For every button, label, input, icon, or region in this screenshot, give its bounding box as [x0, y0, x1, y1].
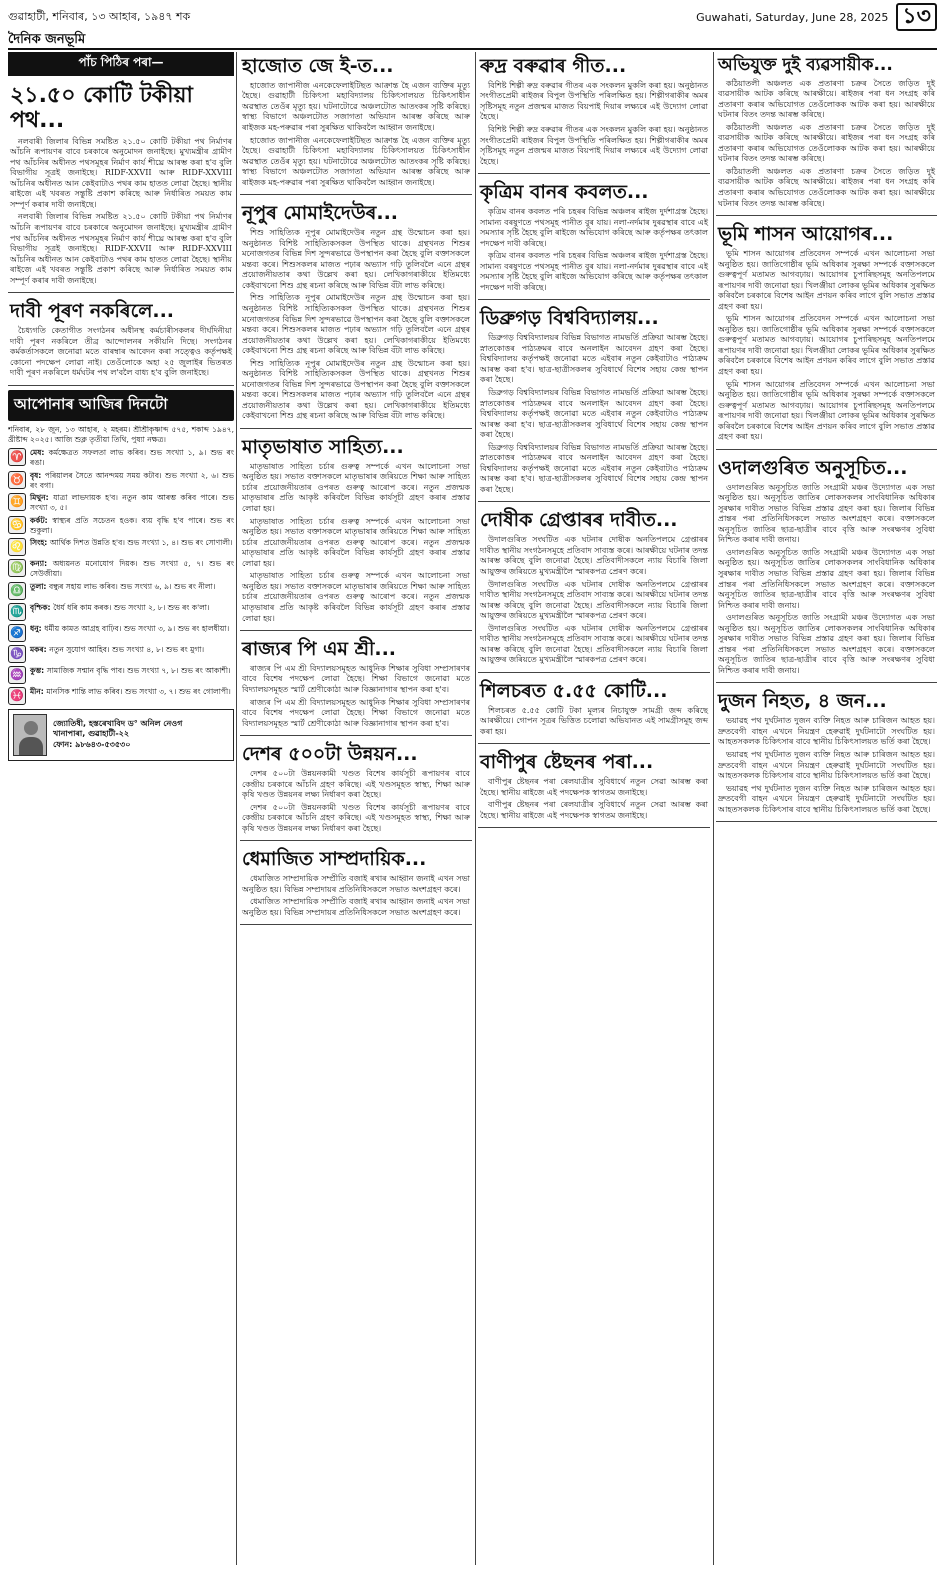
article-artificial-flood	[478, 178, 710, 300]
article-dhemaji-communal	[240, 845, 472, 925]
page-header	[8, 4, 937, 30]
article-headline: মাতৃভাষাত সাহিত্য...	[242, 436, 404, 458]
article-hajo-je	[240, 52, 472, 195]
horoscope-item	[8, 687, 234, 705]
article-headline: নূপুৰ মোমাইদেউৰ...	[242, 202, 399, 225]
article-body: কঠিয়াতলী অঞ্চলত এক প্ৰতাৰণা চক্ৰৰ সৈতে জড়িত দুই ব্যৱসায়ীক আটক কৰিছে আৰক্ষীয়ে। ৰাইজৰ পৰা ধন সংগ্ৰহ কৰি প্ৰতাৰণা কৰাৰ অভিযোগত তেওঁলোকক আটক কৰা হয়। আৰক্ষীয়ে ঘটনাৰ বিতং তদন্ত আৰম্ভ কৰিছে। কঠিয়াতলী অঞ্চলত এক প্ৰতাৰণা চক্ৰৰ সৈতে জড়িত দুই ব্যৱসায়ীক আটক কৰিছে আৰক্ষীয়ে। ৰাইজৰ পৰা ধন সংগ্ৰহ কৰি প্ৰতাৰণা কৰাৰ অভিযোগত তেওঁলোকক আটক কৰা হয়। আৰক্ষীয়ে ঘটনাৰ বিতং তদন্ত আৰম্ভ কৰিছে। কঠিয়াতলী অঞ্চলত এক প্ৰতাৰণা চক্ৰৰ সৈতে জড়িত দুই ব্যৱসায়ীক আটক কৰিছে আৰক্ষীয়ে। ৰাইজৰ পৰা ধন সংগ্ৰহ কৰি প্ৰতাৰণা কৰাৰ অভিযোগত তেওঁলোকক আটক কৰা হয়। আৰক্ষীয়ে ঘটনাৰ বিতং তদন্ত আৰম্ভ কৰিছে।	[718, 78, 935, 208]
horoscope-list	[8, 448, 234, 705]
zodiac-icon: ♈	[8, 448, 26, 466]
zodiac-icon: ♐	[8, 624, 26, 642]
article-headline: ডিব্ৰুগড় বিশ্ববিদ্যালয়...	[480, 307, 659, 330]
horoscope-text	[30, 538, 233, 556]
zodiac-name: সিংহ:	[30, 538, 50, 548]
column-divider	[236, 52, 237, 1565]
horoscope-text	[30, 582, 215, 600]
horoscope-item	[8, 624, 234, 642]
horoscope-text	[30, 687, 231, 705]
astrologer-line: খানাপাৰা, গুৱাহাটী-২২	[53, 729, 130, 739]
article-demand	[8, 297, 234, 386]
article-headline: ২১.৫০ কোটি টকীয়া পথ...	[10, 83, 193, 134]
horoscope-item	[8, 516, 234, 536]
zodiac-name: কুম্ভ:	[30, 665, 47, 675]
horoscope-item	[8, 666, 234, 684]
horoscope-item	[8, 493, 234, 513]
header-right	[696, 3, 937, 31]
article-headline: দাবী পূৰণ নকৰিলে...	[10, 300, 175, 323]
article-silchar-seizure	[478, 677, 710, 744]
zodiac-prediction: আৰ্থিক দিশত উন্নতি হ'ব। শুভ সংখ্যা ১, ৪। শুভ ৰং সোণালী।	[49, 538, 233, 548]
article-body: ভূমি শাসন আয়োগৰ প্ৰতিবেদন সম্পৰ্কে এখন আলোচনা সভা অনুষ্ঠিত হয়। জাতিগোষ্ঠীৰ ভূমি অধিকাৰ সুৰক্ষা সম্পৰ্কে বক্তাসকলে গুৰুত্বপূৰ্ণ মতামত আগবঢ়ায়। আয়োগৰ চুপাৰিছসমূহ অনতিপলমে ৰূপায়ণৰ দাবী জনোৱা হয়। খিলঞ্জীয়া লোকৰ ভূমিৰ অধিকাৰ সুৰক্ষিত কৰিবলৈ চৰকাৰে বিশেষ আইন প্ৰণয়ন কৰিব লাগে বুলি সভাত প্ৰস্তাৱ গ্ৰহণ কৰা হয়। ভূমি শাসন আয়োগৰ প্ৰতিবেদন সম্পৰ্কে এখন আলোচনা সভা অনুষ্ঠিত হয়। জাতিগোষ্ঠীৰ ভূমি অধিকাৰ সুৰক্ষা সম্পৰ্কে বক্তাসকলে গুৰুত্বপূৰ্ণ মতামত আগবঢ়ায়। আয়োগৰ চুপাৰিছসমূহ অনতিপলমে ৰূপায়ণৰ দাবী জনোৱা হয়। খিলঞ্জীয়া লোকৰ ভূমিৰ অধিকাৰ সুৰক্ষিত কৰিবলৈ চৰকাৰে বিশেষ আইন প্ৰণয়ন কৰিব লাগে বুলি সভাত প্ৰস্তাৱ গ্ৰহণ কৰা হয়। ভূমি শাসন আয়োগৰ প্ৰতিবেদন সম্পৰ্কে এখন আলোচনা সভা অনুষ্ঠিত হয়। জাতিগোষ্ঠীৰ ভূমি অধিকাৰ সুৰক্ষা সম্পৰ্কে বক্তাসকলে গুৰুত্বপূৰ্ণ মতামত আগবঢ়ায়। আয়োগৰ চুপাৰিছসমূহ অনতিপলমে ৰূপায়ণৰ দাবী জনোৱা হয়। খিলঞ্জীয়া লোকৰ ভূমিৰ অধিকাৰ সুৰক্ষিত কৰিবলৈ চৰকাৰে বিশেষ আইন প্ৰণয়ন কৰিব লাগে বুলি সভাত প্ৰস্তাৱ গ্ৰহণ কৰা হয়।	[718, 248, 935, 442]
astrologer-photo	[13, 714, 47, 756]
horoscope-item	[8, 471, 234, 491]
horoscope-text	[30, 624, 229, 642]
newspaper-masthead: দৈনিক জনভূমি	[8, 32, 86, 47]
horoscope-item	[8, 559, 234, 579]
column-3	[478, 52, 710, 1565]
article-body: ধেমাজিত সাম্প্ৰদায়িক সম্প্ৰীতি বজাই ৰখাৰ আহ্বান জনাই এখন সভা অনুষ্ঠিত হয়। বিভিন্ন সম্প্ৰদায়ৰ প্ৰতিনিধিসকলে সভাত অংশগ্ৰহণ কৰে। ধেমাজিত সাম্প্ৰদায়িক সম্প্ৰীতি বজাই ৰখাৰ আহ্বান জনাই এখন সভা অনুষ্ঠিত হয়। বিভিন্ন সম্প্ৰদায়ৰ প্ৰতিনিধিসকলে সভাত অংশগ্ৰহণ কৰে।	[242, 874, 470, 917]
column-4	[716, 52, 937, 1565]
horoscope-text	[30, 448, 234, 468]
article-headline: অভিযুক্ত দুই ব্যৱসায়ীক...	[718, 55, 893, 75]
article-headline: ৰুদ্ৰ বৰুৱাৰ গীত...	[480, 55, 627, 77]
article-body: কৃত্ৰিম বানৰ কবলত পৰি চহৰৰ বিভিন্ন অঞ্চলৰ ৰাইজ দুৰ্দশাগ্ৰস্ত হৈছে। সামান্য বৰষুণতে পথসমূহ পানীত বুৰ যায়। নলা-নৰ্দমাৰ দুৰৱস্থাৰ বাবে এই সমস্যাৰ সৃষ্টি হৈছে বুলি ৰাইজে অভিযোগ কৰিছে আৰু কৰ্তৃপক্ষৰ তৎকাল পদক্ষেপ দাবী কৰিছে। কৃত্ৰিম বানৰ কবলত পৰি চহৰৰ বিভিন্ন অঞ্চলৰ ৰাইজ দুৰ্দশাগ্ৰস্ত হৈছে। সামান্য বৰষুণতে পথসমূহ পানীত বুৰ যায়। নলা-নৰ্দমাৰ দুৰৱস্থাৰ বাবে এই সমস্যাৰ সৃষ্টি হৈছে বুলি ৰাইজে অভিযোগ কৰিছে আৰু কৰ্তৃপক্ষৰ তৎকাল পদক্ষেপ দাবী কৰিছে।	[480, 207, 708, 292]
horoscope-item	[8, 645, 234, 663]
zodiac-prediction: ধৰ্মীয় কামত আগ্ৰহ বাঢ়িব। শুভ সংখ্যা ৩, ৯। শুভ ৰং হালধীয়া।	[44, 623, 230, 633]
zodiac-icon: ♓	[8, 687, 26, 705]
article-headline: ওদালগুৰিত অনুসূচিত...	[718, 456, 908, 479]
zodiac-prediction: ধৈৰ্য ধৰি কাম কৰক। শুভ সংখ্যা ২, ৮। শুভ ৰং ক'লা।	[53, 602, 210, 612]
zodiac-icon: ♒	[8, 666, 26, 684]
zodiac-prediction: নতুন সুযোগ আহিব। শুভ সংখ্যা ৪, ৮। শুভ ৰং মুগা।	[49, 644, 205, 654]
header-rule	[8, 48, 937, 50]
article-body: ভয়াৱহ পথ দুৰ্ঘটনাত দুজন ব্যক্তি নিহত আৰু চাৰিজন আহত হয়। দ্ৰুতবেগী বাহন এখনে নিয়ন্ত্ৰণ হেৰুৱাই দুৰ্ঘটনাটো সংঘটিত হয়। আহতসকলক চিকিৎসাৰ বাবে স্থানীয় চিকিৎসালয়ত ভৰ্তি কৰা হৈছে। ভয়াৱহ পথ দুৰ্ঘটনাত দুজন ব্যক্তি নিহত আৰু চাৰিজন আহত হয়। দ্ৰুতবেগী বাহন এখনে নিয়ন্ত্ৰণ হেৰুৱাই দুৰ্ঘটনাটো সংঘটিত হয়। আহতসকলক চিকিৎসাৰ বাবে স্থানীয় চিকিৎসালয়ত ভৰ্তি কৰা হৈছে। ভয়াৱহ পথ দুৰ্ঘটনাত দুজন ব্যক্তি নিহত আৰু চাৰিজন আহত হয়। দ্ৰুতবেগী বাহন এখনে নিয়ন্ত্ৰণ হেৰুৱাই দুৰ্ঘটনাটো সংঘটিত হয়। আহতসকলক চিকিৎসাৰ বাবে স্থানীয় চিকিৎসালয়ত ভৰ্তি কৰা হৈছে।	[718, 716, 935, 814]
article-two-killed	[716, 687, 937, 822]
article-road-project	[8, 79, 234, 293]
article-headline: দেশৰ ৫০০টা উন্নয়ন...	[242, 743, 418, 766]
horoscope-text	[30, 493, 234, 513]
article-body: উদালগুৰিত সংঘটিত এক ঘটনাৰ দোষীক অনতিপলমে গ্ৰেপ্তাৰৰ দাবীত স্থানীয় সংগঠনসমূহে প্ৰতিবাদ সাব্যস্ত কৰে। আৰক্ষীয়ে ঘটনাৰ তদন্ত আৰম্ভ কৰিছে বুলি জনোৱা হৈছে। প্ৰতিবাদীসকলে ন্যায় বিচাৰি জিলা আয়ুক্তৰ জৰিয়তে মুখ্যমন্ত্ৰীলৈ স্মাৰকপত্ৰ প্ৰেৰণ কৰে। উদালগুৰিত সংঘটিত এক ঘটনাৰ দোষীক অনতিপলমে গ্ৰেপ্তাৰৰ দাবীত স্থানীয় সংগঠনসমূহে প্ৰতিবাদ সাব্যস্ত কৰে। আৰক্ষীয়ে ঘটনাৰ তদন্ত আৰম্ভ কৰিছে বুলি জনোৱা হৈছে। প্ৰতিবাদীসকলে ন্যায় বিচাৰি জিলা আয়ুক্তৰ জৰিয়তে মুখ্যমন্ত্ৰীলৈ স্মাৰকপত্ৰ প্ৰেৰণ কৰে। উদালগুৰিত সংঘটিত এক ঘটনাৰ দোষীক অনতিপলমে গ্ৰেপ্তাৰৰ দাবীত স্থানীয় সংগঠনসমূহে প্ৰতিবাদ সাব্যস্ত কৰে। আৰক্ষীয়ে ঘটনাৰ তদন্ত আৰম্ভ কৰিছে বুলি জনোৱা হৈছে। প্ৰতিবাদীসকলে ন্যায় বিচাৰি জিলা আয়ুক্তৰ জৰিয়তে মুখ্যমন্ত্ৰীলৈ স্মাৰকপত্ৰ প্ৰেৰণ কৰে।	[480, 535, 708, 665]
column-2	[240, 52, 472, 1565]
zodiac-prediction: যাত্ৰা লাভদায়ক হ'ব। নতুন কাম আৰম্ভ কৰিব পাৰে। শুভ সংখ্যা ৩, ৫।	[30, 493, 234, 513]
horoscope-text	[30, 645, 204, 663]
zodiac-icon: ♎	[8, 582, 26, 600]
horoscope-item	[8, 603, 234, 621]
article-body: চৈধ্যগতি কেতাগীত সংগঠনৰ অধীনস্থ কৰ্মচাৰীসকলৰ দীৰ্ঘদিনীয়া দাবী পূৰণ নকৰিলে তীব্ৰ আন্দোলনৰ সকীয়নি দিছে। সংগঠনৰ কৰ্মকৰ্তাসকলে জনোৱা মতে বাৰম্বাৰ আবেদন কৰা সত্ত্বেও কৰ্তৃপক্ষই কোনো পদক্ষেপ লোৱা নাই। তেওঁলোকে অহা ২৫ জুলাইৰ ভিতৰত দাবী পূৰণ নকৰিলে ধৰ্মঘটৰ পথ ল'বলৈ বাধ্য হ'ব বুলি জনাইছে।	[10, 326, 232, 378]
article-banipur-station	[478, 748, 710, 828]
zodiac-name: কন্যা:	[30, 559, 53, 569]
horoscope-item	[8, 582, 234, 600]
horoscope-text	[30, 559, 234, 579]
article-headline: বাণীপুৰ ষ্টেছনৰ পৰা...	[480, 751, 654, 774]
horoscope-intro: শনিবাৰ, ২৮ জুন, ১৩ আহাৰ, ২ মহৰম। শ্ৰীশ্ৰীকৃষ্ণাব্দ ৫৭৫, শকাব্দ ১৯৪৭, খ্ৰীষ্টাব্দ ২০২৫। আজি শুক্ল তৃতীয়া তিথি, পুষ্যা নক্ষত্ৰ।	[8, 424, 234, 444]
article-headline: ধেমাজিত সাম্প্ৰদায়িক...	[242, 848, 427, 871]
zodiac-icon: ♍	[8, 559, 26, 577]
header-date-left: গুৱাহাটী, শনিবাৰ, ১৩ আহাৰ, ১৯৪৭ শক	[8, 9, 191, 23]
horoscope-text	[30, 666, 231, 684]
horoscope-text	[30, 516, 234, 536]
zodiac-icon: ♉	[8, 471, 26, 489]
zodiac-prediction: অধ্যয়নত মনোযোগ দিয়ক। শুভ সংখ্যা ৫, ৭। শুভ ৰং সেউজীয়া।	[30, 559, 234, 579]
horoscope-item	[8, 538, 234, 556]
article-rudra-baruah	[478, 52, 710, 174]
zodiac-name: কৰ্কট:	[30, 515, 53, 525]
astrologer-line: জ্যোতিষী, হস্তৰেখাবিদ ড° অনিল নেওগ	[53, 718, 183, 728]
zodiac-prediction: কৰ্মক্ষেত্ৰত সফলতা লাভ কৰিব। শুভ সংখ্যা ১, ৯। শুভ ৰং ৰঙা।	[30, 448, 234, 468]
zodiac-icon: ♋	[8, 516, 26, 534]
article-body: ডিব্ৰুগড় বিশ্ববিদ্যালয়ৰ বিভিন্ন বিভাগত নামভৰ্তি প্ৰক্ৰিয়া আৰম্ভ হৈছে। স্নাতকোত্তৰ পাঠ্যক্ৰমৰ বাবে অনলাইন আবেদন গ্ৰহণ কৰা হৈছে। বিশ্ববিদ্যালয় কৰ্তৃপক্ষই জনোৱা মতে এইবাৰ নতুন কেইবাটাও পাঠ্যক্ৰম আৰম্ভ কৰা হ'ব। ছাত্ৰ-ছাত্ৰীসকলৰ সুবিধাৰ্থে বিশেষ সহায় কেন্দ্ৰ স্থাপন কৰা হৈছে। ডিব্ৰুগড় বিশ্ববিদ্যালয়ৰ বিভিন্ন বিভাগত নামভৰ্তি প্ৰক্ৰিয়া আৰম্ভ হৈছে। স্নাতকোত্তৰ পাঠ্যক্ৰমৰ বাবে অনলাইন আবেদন গ্ৰহণ কৰা হৈছে। বিশ্ববিদ্যালয় কৰ্তৃপক্ষই জনোৱা মতে এইবাৰ নতুন কেইবাটাও পাঠ্যক্ৰম আৰম্ভ কৰা হ'ব। ছাত্ৰ-ছাত্ৰীসকলৰ সুবিধাৰ্থে বিশেষ সহায় কেন্দ্ৰ স্থাপন কৰা হৈছে। ডিব্ৰুগড় বিশ্ববিদ্যালয়ৰ বিভিন্ন বিভাগত নামভৰ্তি প্ৰক্ৰিয়া আৰম্ভ হৈছে। স্নাতকোত্তৰ পাঠ্যক্ৰমৰ বাবে অনলাইন আবেদন গ্ৰহণ কৰা হৈছে। বিশ্ববিদ্যালয় কৰ্তৃপক্ষই জনোৱা মতে এইবাৰ নতুন কেইবাটাও পাঠ্যক্ৰম আৰম্ভ কৰা হ'ব। ছাত্ৰ-ছাত্ৰীসকলৰ সুবিধাৰ্থে বিশেষ সহায় কেন্দ্ৰ স্থাপন কৰা হৈছে।	[480, 333, 708, 494]
zodiac-name: মেষ:	[30, 448, 49, 458]
zodiac-name: বৃশ্চিক:	[30, 602, 54, 612]
article-body: বাণীপুৰ ষ্টেছনৰ পৰা ৰেলযাত্ৰীৰ সুবিধাৰ্থে নতুন সেৱা আৰম্ভ কৰা হৈছে। স্থানীয় ৰাইজে এই পদক্ষেপক স্বাগতম জনাইছে। বাণীপুৰ ষ্টেছনৰ পৰা ৰেলযাত্ৰীৰ সুবিধাৰ্থে নতুন সেৱা আৰম্ভ কৰা হৈছে। স্থানীয় ৰাইজে এই পদক্ষেপক স্বাগতম জনাইছে।	[480, 777, 708, 820]
astrologer-line: ফোন: ৯৮৬৪৩-৫৩৫৩০	[53, 740, 131, 750]
horoscope-heading: আপোনাৰ আজিৰ দিনটো	[8, 390, 234, 421]
zodiac-icon: ♊	[8, 493, 26, 511]
article-headline: ৰাজ্যৰ পি এম শ্ৰী...	[242, 638, 397, 661]
horoscope-text	[30, 603, 210, 621]
astrologer-box	[8, 709, 234, 761]
zodiac-name: মিথুন:	[30, 493, 54, 503]
zodiac-name: মকৰ:	[30, 644, 50, 654]
article-headline: শিলচৰত ৫.৫৫ কোটি...	[480, 679, 668, 702]
zodiac-name: ধনু:	[30, 623, 45, 633]
article-body: ওদালগুৰিত অনুসূচিত জাতি সংগ্ৰামী মঞ্চৰ উদ্যোগত এক সভা অনুষ্ঠিত হয়। অনুসূচিত জাতিৰ লোকসকলৰ সাংবিধানিক অধিকাৰ সুৰক্ষাৰ দাবীত সভাত বিভিন্ন প্ৰস্তাৱ গ্ৰহণ কৰা হয়। জিলাৰ বিভিন্ন প্ৰান্তৰ পৰা প্ৰতিনিধিসকলে সভাত অংশগ্ৰহণ কৰে। বক্তাসকলে অনুসূচিত জাতিৰ ছাত্ৰ-ছাত্ৰীৰ বাবে বৃত্তি আৰু সংৰক্ষণৰ সুবিধা নিশ্চিত কৰাৰ দাবী জনায়। ওদালগুৰিত অনুসূচিত জাতি সংগ্ৰামী মঞ্চৰ উদ্যোগত এক সভা অনুষ্ঠিত হয়। অনুসূচিত জাতিৰ লোকসকলৰ সাংবিধানিক অধিকাৰ সুৰক্ষাৰ দাবীত সভাত বিভিন্ন প্ৰস্তাৱ গ্ৰহণ কৰা হয়। জিলাৰ বিভিন্ন প্ৰান্তৰ পৰা প্ৰতিনিধিসকলে সভাত অংশগ্ৰহণ কৰে। বক্তাসকলে অনুসূচিত জাতিৰ ছাত্ৰ-ছাত্ৰীৰ বাবে বৃত্তি আৰু সংৰক্ষণৰ সুবিধা নিশ্চিত কৰাৰ দাবী জনায়। ওদালগুৰিত অনুসূচিত জাতি সংগ্ৰামী মঞ্চৰ উদ্যোগত এক সভা অনুষ্ঠিত হয়। অনুসূচিত জাতিৰ লোকসকলৰ সাংবিধানিক অধিকাৰ সুৰক্ষাৰ দাবীত সভাত বিভিন্ন প্ৰস্তাৱ গ্ৰহণ কৰা হয়। জিলাৰ বিভিন্ন প্ৰান্তৰ পৰা প্ৰতিনিধিসকলে সভাত অংশগ্ৰহণ কৰে। বক্তাসকলে অনুসূচিত জাতিৰ ছাত্ৰ-ছাত্ৰীৰ বাবে বৃত্তি আৰু সংৰক্ষণৰ সুবিধা নিশ্চিত কৰাৰ দাবী জনায়।	[718, 482, 935, 675]
header-date-right: Guwahati, Saturday, June 28, 2025	[696, 10, 889, 24]
article-body: মাতৃভাষাত সাহিত্য চৰ্চাৰ গুৰুত্ব সম্পৰ্কে এখন আলোচনা সভা অনুষ্ঠিত হয়। সভাত বক্তাসকলে মাতৃভাষাৰ জৰিয়তে শিক্ষা আৰু সাহিত্য চৰ্চাৰ প্ৰয়োজনীয়তাৰ ওপৰত গুৰুত্ব আৰোপ কৰে। নতুন প্ৰজন্মক মাতৃভাষাৰ প্ৰতি আকৃষ্ট কৰিবলৈ বিভিন্ন কাৰ্যসূচী গ্ৰহণ কৰাৰ প্ৰস্তাৱ লোৱা হয়। মাতৃভাষাত সাহিত্য চৰ্চাৰ গুৰুত্ব সম্পৰ্কে এখন আলোচনা সভা অনুষ্ঠিত হয়। সভাত বক্তাসকলে মাতৃভাষাৰ জৰিয়তে শিক্ষা আৰু সাহিত্য চৰ্চাৰ প্ৰয়োজনীয়তাৰ ওপৰত গুৰুত্ব আৰোপ কৰে। নতুন প্ৰজন্মক মাতৃভাষাৰ প্ৰতি আকৃষ্ট কৰিবলৈ বিভিন্ন কাৰ্যসূচী গ্ৰহণ কৰাৰ প্ৰস্তাৱ লোৱা হয়। মাতৃভাষাত সাহিত্য চৰ্চাৰ গুৰুত্ব সম্পৰ্কে এখন আলোচনা সভা অনুষ্ঠিত হয়। সভাত বক্তাসকলে মাতৃভাষাৰ জৰিয়তে শিক্ষা আৰু সাহিত্য চৰ্চাৰ প্ৰয়োজনীয়তাৰ ওপৰত গুৰুত্ব আৰোপ কৰে। নতুন প্ৰজন্মক মাতৃভাষাৰ প্ৰতি আকৃষ্ট কৰিবলৈ বিভিন্ন কাৰ্যসূচী গ্ৰহণ কৰাৰ প্ৰস্তাৱ লোৱা হয়।	[242, 461, 470, 623]
continued-kicker: পাঁচ পিঠিৰ পৰা—	[8, 52, 234, 76]
article-arrest-demand	[478, 506, 710, 672]
article-500-development	[240, 740, 472, 841]
zodiac-name: মীন:	[30, 686, 47, 696]
zodiac-prediction: বন্ধুৰ সহায় লাভ কৰিব। শুভ সংখ্যা ৬, ৯। শুভ ৰং নীলা।	[49, 581, 216, 591]
article-mother-tongue	[240, 433, 472, 631]
zodiac-prediction: স্বাস্থ্যৰ প্ৰতি সচেতন হওক। ব্যয় বৃদ্ধি হ'ব পাৰে। শুভ ৰং শুকুলা।	[30, 515, 234, 535]
article-headline: দোষীক গ্ৰেপ্তাৰৰ দাবীত...	[480, 509, 678, 532]
zodiac-prediction: মানসিক শান্তি লাভ কৰিব। শুভ সংখ্যা ৩, ৭। শুভ ৰং গোলাপী।	[46, 686, 231, 696]
article-headline: কৃত্ৰিম বানৰ কবলত...	[480, 181, 649, 204]
article-body: বিশিষ্ট শিল্পী ৰুদ্ৰ বৰুৱাৰ গীতৰ এক সংকলন মুকলি কৰা হয়। অনুষ্ঠানত সংগীতপ্ৰেমী ৰাইজৰ বিপুল উপস্থিতি পৰিলক্ষিত হয়। শিল্পীগৰাকীৰ অমৰ সৃষ্টিসমূহ নতুন প্ৰজন্মৰ মাজত বিয়পাই দিয়াৰ লক্ষ্যৰে এই উদ্যোগ লোৱা হৈছে। বিশিষ্ট শিল্পী ৰুদ্ৰ বৰুৱাৰ গীতৰ এক সংকলন মুকলি কৰা হয়। অনুষ্ঠানত সংগীতপ্ৰেমী ৰাইজৰ বিপুল উপস্থিতি পৰিলক্ষিত হয়। শিল্পীগৰাকীৰ অমৰ সৃষ্টিসমূহ নতুন প্ৰজন্মৰ মাজত বিয়পাই দিয়াৰ লক্ষ্যৰে এই উদ্যোগ লোৱা হৈছে।	[480, 80, 708, 166]
article-two-traders	[716, 52, 937, 216]
article-headline: দুজন নিহত, ৪ জন...	[718, 690, 887, 713]
article-body: দেশৰ ৫০০টা উন্নয়নকামী খণ্ডত বিশেষ কাৰ্যসূচী ৰূপায়ণৰ বাবে কেন্দ্ৰীয় চৰকাৰে আঁচনি গ্ৰহণ কৰিছে। এই খণ্ডসমূহত স্বাস্থ্য, শিক্ষা আৰু কৃষি খণ্ডত উন্নয়নৰ লক্ষ্য নিৰ্ধাৰণ কৰা হৈছে। দেশৰ ৫০০টা উন্নয়নকামী খণ্ডত বিশেষ কাৰ্যসূচী ৰূপায়ণৰ বাবে কেন্দ্ৰীয় চৰকাৰে আঁচনি গ্ৰহণ কৰিছে। এই খণ্ডসমূহত স্বাস্থ্য, শিক্ষা আৰু কৃষি খণ্ডত উন্নয়নৰ লক্ষ্য নিৰ্ধাৰণ কৰা হৈছে।	[242, 769, 470, 833]
article-nupur-momaideu	[240, 199, 472, 429]
zodiac-name: তুলা:	[30, 581, 50, 591]
page-number: ১৩	[896, 3, 937, 31]
article-land-commission	[716, 220, 937, 450]
zodiac-icon: ♌	[8, 538, 26, 556]
zodiac-prediction: সামাজিক সন্মান বৃদ্ধি পাব। শুভ সংখ্যা ৭, ৮। শুভ ৰং আকাশী।	[46, 665, 231, 675]
zodiac-prediction: পৰিয়ালৰ সৈতে আনন্দময় সময় কটাব। শুভ সংখ্যা ২, ৬। শুভ ৰং বগা।	[30, 470, 234, 490]
article-headline: হাজোত জে ই-ত...	[242, 55, 394, 77]
zodiac-icon: ♑	[8, 645, 26, 663]
zodiac-name: বৃষ:	[30, 470, 45, 480]
horoscope-item	[8, 448, 234, 468]
article-udalguri-sc	[716, 454, 937, 684]
column-divider	[713, 52, 714, 1565]
article-headline: ভূমি শাসন আয়োগৰ...	[718, 223, 894, 246]
zodiac-icon: ♏	[8, 603, 26, 621]
column-divider	[475, 52, 476, 1565]
article-body: ৰাজ্যৰ পি এম শ্ৰী বিদ্যালয়সমূহত আধুনিক শিক্ষাৰ সুবিধা সম্প্ৰসাৰণৰ বাবে বিশেষ পদক্ষেপ লোৱা হৈছে। শিক্ষা বিভাগে জনোৱা মতে বিদ্যালয়সমূহত স্মাৰ্ট শ্ৰেণীকোঠা আৰু বিজ্ঞানাগাৰ স্থাপন কৰা হ'ব। ৰাজ্যৰ পি এম শ্ৰী বিদ্যালয়সমূহত আধুনিক শিক্ষাৰ সুবিধা সম্প্ৰসাৰণৰ বাবে বিশেষ পদক্ষেপ লোৱা হৈছে। শিক্ষা বিভাগে জনোৱা মতে বিদ্যালয়সমূহত স্মাৰ্ট শ্ৰেণীকোঠা আৰু বিজ্ঞানাগাৰ স্থাপন কৰা হ'ব।	[242, 663, 470, 728]
article-body: শিশু সাহিত্যিক নূপুৰ মোমাইদেউৰ নতুন গ্ৰন্থ উন্মোচন কৰা হয়। অনুষ্ঠানত বিশিষ্ট সাহিত্যিকসকল উপস্থিত থাকে। গ্ৰন্থখনত শিশুৰ মনোজগতৰ বিভিন্ন দিশ সুন্দৰভাৱে উপস্থাপন কৰা হৈছে বুলি বক্তাসকলে মন্তব্য কৰে। শিশুসকলৰ মাজত পঢ়াৰ অভ্যাস গঢ়ি তুলিবলৈ এনে গ্ৰন্থৰ প্ৰয়োজনীয়তাৰ কথা উল্লেখ কৰা হয়। লেখিকাগৰাকীয়ে ইতিমধ্যে কেইবাখনো শিশু গ্ৰন্থ ৰচনা কৰিছে আৰু বিভিন্ন বঁটা লাভ কৰিছে। শিশু সাহিত্যিক নূপুৰ মোমাইদেউৰ নতুন গ্ৰন্থ উন্মোচন কৰা হয়। অনুষ্ঠানত বিশিষ্ট সাহিত্যিকসকল উপস্থিত থাকে। গ্ৰন্থখনত শিশুৰ মনোজগতৰ বিভিন্ন দিশ সুন্দৰভাৱে উপস্থাপন কৰা হৈছে বুলি বক্তাসকলে মন্তব্য কৰে। শিশুসকলৰ মাজত পঢ়াৰ অভ্যাস গঢ়ি তুলিবলৈ এনে গ্ৰন্থৰ প্ৰয়োজনীয়তাৰ কথা উল্লেখ কৰা হয়। লেখিকাগৰাকীয়ে ইতিমধ্যে কেইবাখনো শিশু গ্ৰন্থ ৰচনা কৰিছে আৰু বিভিন্ন বঁটা লাভ কৰিছে। শিশু সাহিত্যিক নূপুৰ মোমাইদেউৰ নতুন গ্ৰন্থ উন্মোচন কৰা হয়। অনুষ্ঠানত বিশিষ্ট সাহিত্যিকসকল উপস্থিত থাকে। গ্ৰন্থখনত শিশুৰ মনোজগতৰ বিভিন্ন দিশ সুন্দৰভাৱে উপস্থাপন কৰা হৈছে বুলি বক্তাসকলে মন্তব্য কৰে। শিশুসকলৰ মাজত পঢ়াৰ অভ্যাস গঢ়ি তুলিবলৈ এনে গ্ৰন্থৰ প্ৰয়োজনীয়তাৰ কথা উল্লেখ কৰা হয়। লেখিকাগৰাকীয়ে ইতিমধ্যে কেইবাখনো শিশু গ্ৰন্থ ৰচনা কৰিছে আৰু বিভিন্ন বঁটা লাভ কৰিছে।	[242, 228, 470, 421]
column-1	[8, 52, 234, 1565]
article-body: হাজোত জাপানীজ এনকেফেলাইটিছত আক্ৰান্ত হৈ এজন ব্যক্তিৰ মৃত্যু হৈছে। গুৱাহাটী চিকিৎসা মহাবিদ্যালয় চিকিৎসালয়ত চিকিৎসাধীন অৱস্থাত তেওঁৰ মৃত্যু হয়। ঘটনাটোৱে অঞ্চলটোত আতংকৰ সৃষ্টি কৰিছে। স্বাস্থ্য বিভাগে অঞ্চলটোত সজাগতা অভিযান আৰম্ভ কৰিছে আৰু ৰাইজক মহ-পৰুৱাৰ পৰা সুৰক্ষিত থাকিবলৈ আহ্বান জনাইছে। হাজোত জাপানীজ এনকেফেলাইটিছত আক্ৰান্ত হৈ এজন ব্যক্তিৰ মৃত্যু হৈছে। গুৱাহাটী চিকিৎসা মহাবিদ্যালয় চিকিৎসালয়ত চিকিৎসাধীন অৱস্থাত তেওঁৰ মৃত্যু হয়। ঘটনাটোৱে অঞ্চলটোত আতংকৰ সৃষ্টি কৰিছে। স্বাস্থ্য বিভাগে অঞ্চলটোত সজাগতা অভিযান আৰম্ভ কৰিছে আৰু ৰাইজক মহ-পৰুৱাৰ পৰা সুৰক্ষিত থাকিবলৈ আহ্বান জনাইছে।	[242, 80, 470, 187]
article-body: নলবাৰী জিলাৰ বিভিন্ন সমষ্টিত ২১.৫০ কোটি টকীয়া পথ নিৰ্মাণৰ আঁচনি ৰূপায়ণৰ বাবে চৰকাৰে অনুমোদন জনাইছে। মুখ্যমন্ত্ৰীৰ গ্ৰামীণ পথ আঁচনিৰ অধীনত পথসমূহৰ নিৰ্মাণ কাৰ্য শীঘ্ৰে আৰম্ভ কৰা হ'ব বুলি বিভাগীয় সূত্ৰই জনাইছে। RIDF-XXVII আৰু RIDF-XXVIII আঁচনিৰ অধীনত আন কেইবাটাও পথৰ কাম হাতত লোৱা হৈছে। স্থানীয় ৰাইজে এই খবৰত সন্তুষ্টি প্ৰকাশ কৰিছে আৰু নিৰ্ধাৰিত সময়ত কাম সম্পূৰ্ণ কৰাৰ দাবী জনাইছে। নলবাৰী জিলাৰ বিভিন্ন সমষ্টিত ২১.৫০ কোটি টকীয়া পথ নিৰ্মাণৰ আঁচনি ৰূপায়ণৰ বাবে চৰকাৰে অনুমোদন জনাইছে। মুখ্যমন্ত্ৰীৰ গ্ৰামীণ পথ আঁচনিৰ অধীনত পথসমূহৰ নিৰ্মাণ কাৰ্য শীঘ্ৰে আৰম্ভ কৰা হ'ব বুলি বিভাগীয় সূত্ৰই জনাইছে। RIDF-XXVII আৰু RIDF-XXVIII আঁচনিৰ অধীনত আন কেইবাটাও পথৰ কাম হাতত লোৱা হৈছে। স্থানীয় ৰাইজে এই খবৰত সন্তুষ্টি প্ৰকাশ কৰিছে আৰু নিৰ্ধাৰিত সময়ত কাম সম্পূৰ্ণ কৰাৰ দাবী জনাইছে।	[10, 136, 232, 285]
horoscope-text	[30, 471, 234, 491]
article-dibrugarh-university	[478, 304, 710, 502]
astrologer-contact	[53, 719, 182, 751]
article-pm-shri	[240, 635, 472, 736]
article-body: শিলচৰত ৫.৫৫ কোটি টকা মূল্যৰ নিচাযুক্ত সামগ্ৰী জব্দ কৰিছে আৰক্ষীয়ে। গোপন সূত্ৰৰ ভিত্তিত চলোৱা অভিযানত এই সামগ্ৰীসমূহ জব্দ কৰা হয়।	[480, 705, 708, 736]
